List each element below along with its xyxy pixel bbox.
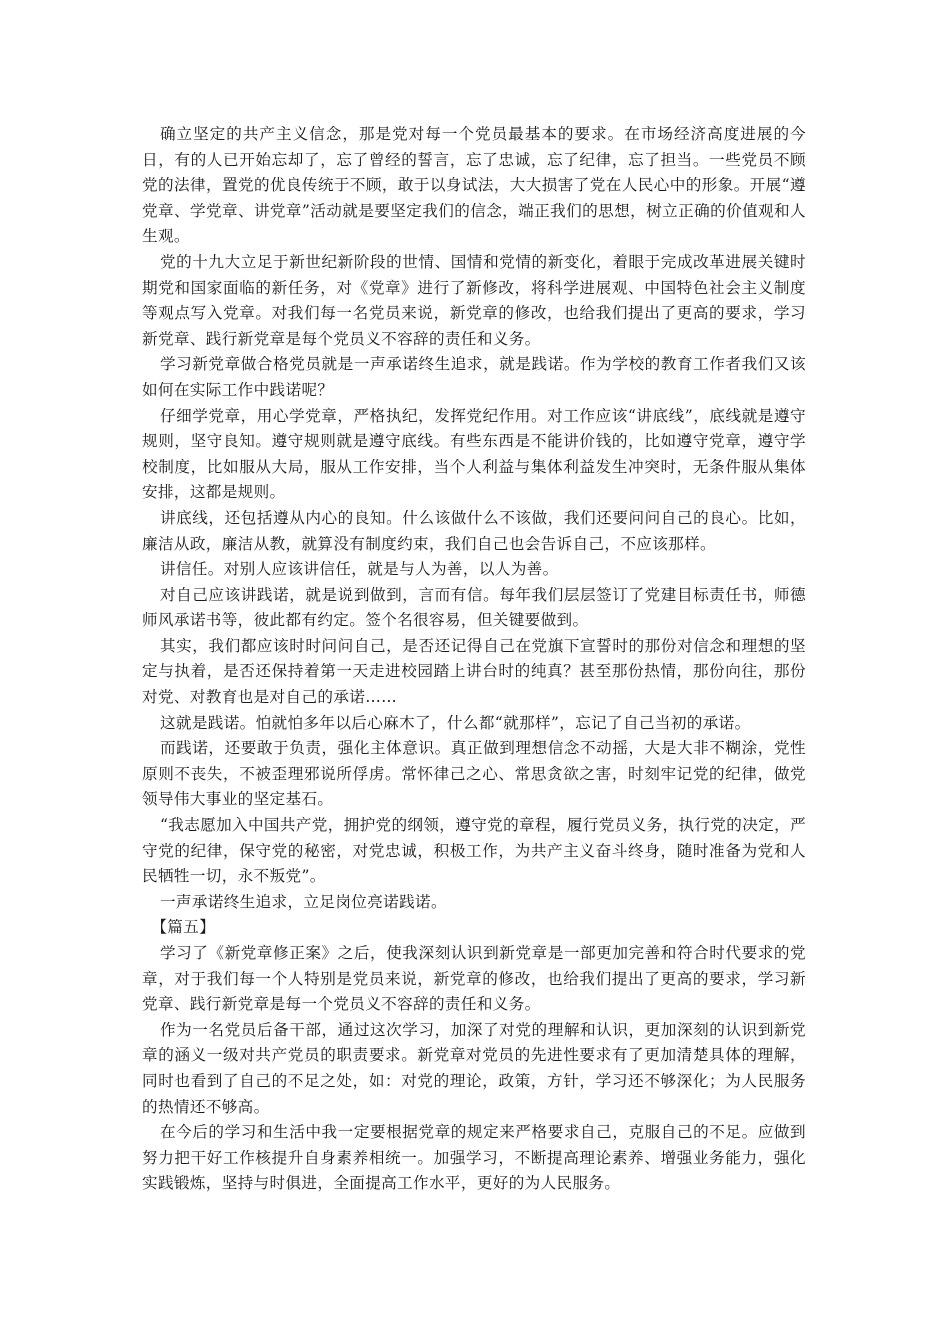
paragraph: 其实，我们都应该时时问问自己，是否还记得自己在党旗下宣誓时的那份对信念和理想的坚定与执着，是否还保持着第一天走进校园踏上讲台时的纯真？甚至那份热情，那份向往，那份对党、对教育也是对自己的承诺…… — [142, 636, 806, 707]
document-body — [142, 122, 806, 1197]
paragraph: 一声承诺终生追求，立足岗位亮诺践诺。 — [159, 892, 447, 911]
paragraph: “我志愿加入中国共产党，拥护党的纲领，遵守党的章程，履行党员义务，执行党的决定，严守党的纪律，保守党的秘密，对党忠诚，积极工作，为共产主义奋斗终身，随时准备为党和人民牺牲一切，永不叛党”。 — [142, 816, 807, 886]
paragraph: 而践诺，还要敢于负责，强化主体意识。真正做到理想信念不动摇，大是大非不糊涂，党性原则不丧失，不被歪理邪说所俘虏。常怀律己之心、常思贪欲之害，时刻牢记党的纪律，做党领导伟大事业的坚定基石。 — [142, 739, 806, 809]
paragraph: 讲底线，还包括遵从内心的良知。什么该做什么不该做，我们还要问问自己的良心。比如，廉洁从政，廉洁从教，就算没有制度约束，我们自己也会告诉自己，不应该那样。 — [142, 508, 806, 553]
paragraph: 讲信任。对别人应该讲信任，就是与人为善，以人为善。 — [159, 560, 559, 579]
paragraph: 这就是践诺。怕就怕多年以后心麻木了，什么都“就那样”，忘记了自己当初的承诺。 — [159, 713, 751, 732]
paragraph: 党的十九大立足于新世纪新阶段的世情、国情和党情的新变化，着眼于完成改革进展关键时期党和国家面临的新任务，对《党章》进行了新修改，将科学进展观、中国特色社会主义制度等观点写入党章。对我们每一名党员来说，新党章的修改，也给我们提出了更高的要求，学习新党章、践行新党章是每个党员义不容辞的责任和义务。 — [142, 252, 806, 348]
paragraph: 作为一名党员后备干部，通过这次学习，加深了对党的理解和认识，更加深刻的认识到新党章的涵义一级对共产党员的职责要求。新党章对党员的先进性要求有了更加清楚具体的理解，同时也看到了自己的不足之处，如：对党的理论，政策，方针，学习还不够深化；为人民服务的热情还不够高。 — [142, 1020, 806, 1116]
paragraph: 在今后的学习和生活中我一定要根据党章的规定来严格要求自己，克服自己的不足。应做到努力把干好工作核提升自身素养相统一。加强学习，不断提高理论素养、增强业务能力，强化实践锻炼，坚持与时俱进，全面提高工作水平，更好的为人民服务。 — [142, 1123, 806, 1193]
paragraph: 学习新党章做合格党员就是一声承诺终生追求，就是践诺。作为学校的教育工作者我们又该如何在实际工作中践诺呢？ — [142, 355, 806, 399]
section-heading: 【篇五】 — [151, 918, 216, 937]
paragraph: 确立坚定的共产主义信念，那是党对每一个党员最基本的要求。在市场经济高度进展的今日，有的人已开始忘却了，忘了曾经的誓言，忘了忠诚，忘了纪律，忘了担当。一些党员不顾党的法律，置党的优良传统于不顾，敢于以身试法，大大损害了党在人民心中的形象。开展“遵党章、学党章、讲党章”活动就是要坚定我们的信念，端正我们的思想，树立正确的价值观和人生观。 — [142, 125, 806, 246]
paragraph: 对自己应该讲践诺，就是说到做到，言而有信。每年我们层层签订了党建目标责任书，师德师风承诺书等，彼此都有约定。签个名很容易，但关键要做到。 — [142, 585, 806, 630]
paragraph: 学习了《新党章修正案》之后，使我深刻认识到新党章是一部更加完善和符合时代要求的党章，对于我们每一个人特别是党员来说，新党章的修改，也给我们提出了更高的要求，学习新党章、践行新党章是每一个党员义不容辞的责任和义务。 — [142, 944, 806, 1014]
paragraph: 仔细学党章，用心学党章，严格执纪，发挥党纪作用。对工作应该“讲底线”，底线就是遵守规则，坚守良知。遵守规则就是遵守底线。有些东西是不能讲价钱的，比如遵守党章，遵守学校制度，比如服从大局，服从工作安排，当个人利益与集体利益发生冲突时，无条件服从集体安排，这都是规则。 — [142, 406, 806, 502]
